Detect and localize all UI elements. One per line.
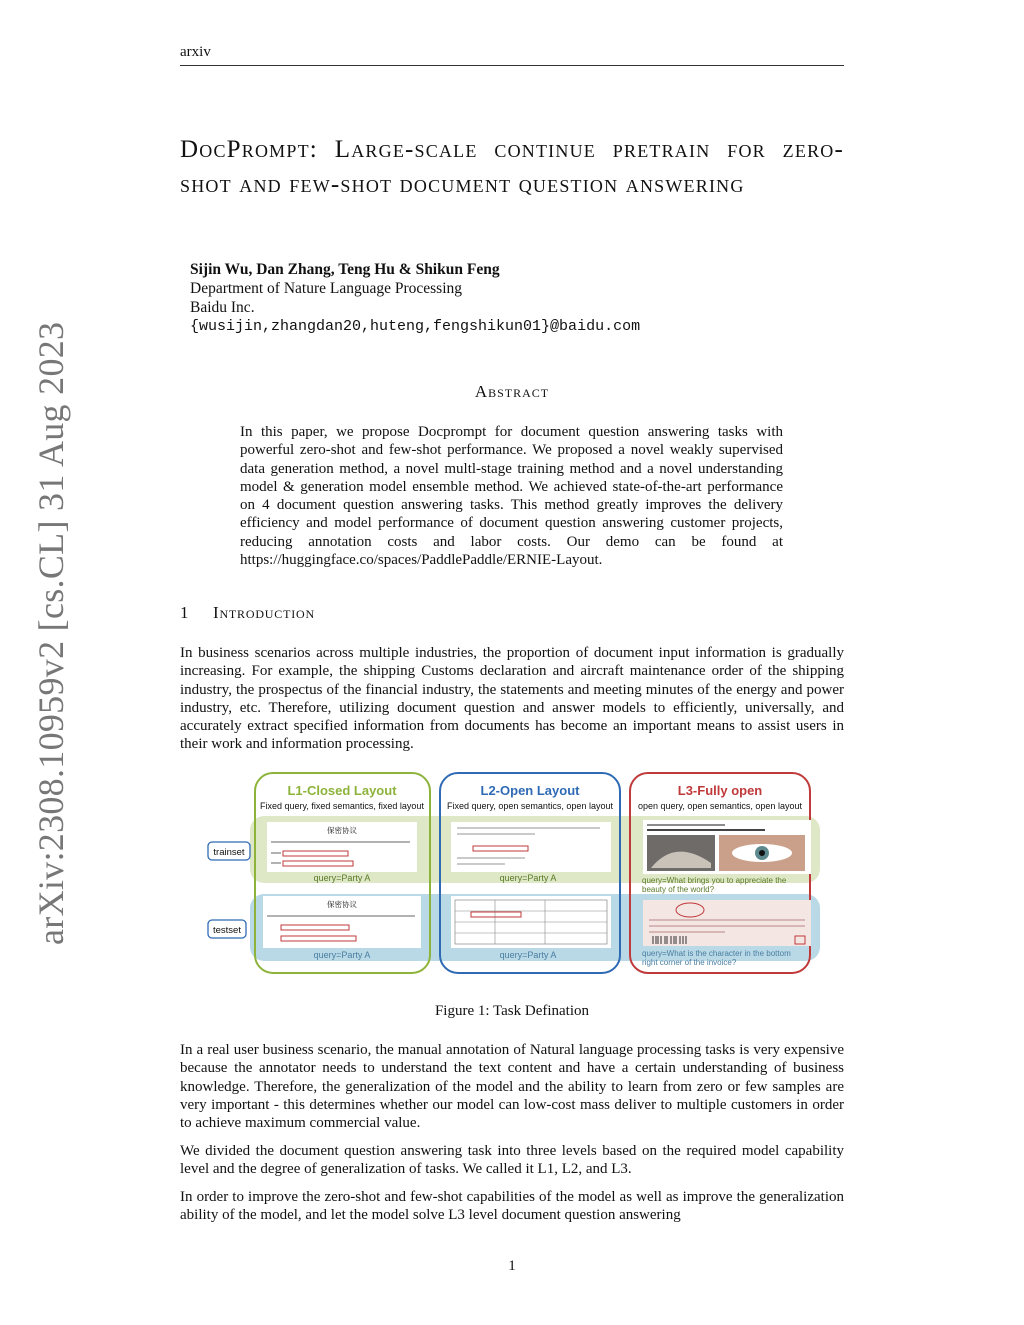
section-title: Introduction: [213, 603, 315, 622]
abstract-heading: Abstract: [474, 382, 550, 401]
l1-subtitle: Fixed query, fixed semantics, fixed layout: [260, 801, 424, 811]
l1-test-query: query=Party A: [313, 950, 371, 960]
l2-train-query: query=Party A: [499, 873, 557, 883]
l2-test-query: query=Party A: [499, 950, 557, 960]
l3-test-invoice: [643, 900, 811, 946]
abstract-text: In this paper, we propose Docprompt for document question answering tasks with powerful zero-shot and few-shot performance. We proposed a novel weakly supervised data generation method, a novel multl-stage training method and a novel understanding model & generation model ensemble method. We achieved state-of-the-art performance on 4 document question answering tasks. This method greatly improves the delivery efficiency and model performance of document question answering customer projects, reducing annotation costs and labor costs. Our demo can be found at https://huggingface.co/spaces/PaddlePaddle/ERNIE-Layout.: [240, 424, 783, 569]
header-rule: [180, 65, 844, 66]
l1-test-doc-title: 保密协议: [327, 900, 357, 909]
author-block: [190, 260, 640, 336]
l3-train-query-line1: query=What brings you to appreciate the: [642, 876, 787, 885]
l1-title: L1-Closed Layout: [287, 783, 397, 798]
running-head: arxiv: [180, 44, 211, 60]
intro-paragraph-3: We divided the document question answering task into three levels based on the required model capability level and the degree of generalization of tasks. We called it L1, L2, and L3.: [180, 1143, 844, 1178]
intro-paragraph-2: In a real user business scenario, the manual annotation of Natural language processing tasks is very expensive because the annotator needs to understand the text content and have a certain understanding of business knowledge. Therefore, the generalization of the model and the ability to learn from zero or few samples are very important - this determines whether our model can low-cost mass deliver to multiple customers in order to achieve maximum commercial value.: [180, 1042, 844, 1132]
l2-title: L2-Open Layout: [480, 783, 580, 798]
author-institution: Baidu Inc.: [190, 299, 255, 316]
testset-label: testset: [213, 925, 241, 936]
figure-caption: Figure 1: Task Defination: [434, 1003, 590, 1019]
arxiv-side-stamp: arXiv:2308.10959v2 [cs.CL] 31 Aug 2023: [31, 321, 71, 945]
intro-paragraph-4: In order to improve the zero-shot and few-shot capabilities of the model as well as improve the generalization ability of the model, and let the model solve L3 level document question answering: [180, 1189, 844, 1224]
l3-test-query-line1: query=What is the character in the bottom: [642, 949, 791, 958]
l1-train-doc-title: 保密协议: [327, 826, 357, 835]
paper-title: DocPrompt: Large-scale continue pretrain for zero-shot and few-shot document question answering: [180, 136, 844, 198]
l3-test-query-line2: right corner of the invoice?: [642, 958, 737, 967]
intro-paragraph-1: In business scenarios across multiple industries, the proportion of document input information is gradually increasing. For example, the shipping Customs declaration and aircraft maintenance order of the shipping industry, the prospectus of the financial industry, the statements and meeting minutes of the energy and power industry, etc. Therefore, utilizing document question and answer models to efficiently, universally, and accurately extract specified information from documents has become an important means to assist users in their work and information processing.: [180, 645, 844, 753]
l3-train-query-line2: beauty of the world?: [642, 885, 715, 894]
author-names: Sijin Wu, Dan Zhang, Teng Hu & Shikun Feng: [190, 261, 500, 278]
task-definition-figure: [205, 768, 825, 983]
trainset-label: trainset: [213, 847, 245, 858]
l1-train-query: query=Party A: [313, 873, 371, 883]
author-emails: {wusijin,zhangdan20,huteng,fengshikun01}@baidu.com: [190, 318, 641, 335]
page-number: 1: [508, 1258, 516, 1274]
section-heading: [180, 603, 315, 623]
section-number: 1: [180, 603, 190, 622]
l3-subtitle: open query, open semantics, open layout: [638, 801, 802, 811]
author-department: Department of Nature Language Processing: [190, 280, 463, 297]
l3-title: L3-Fully open: [677, 783, 763, 798]
l2-subtitle: Fixed query, open semantics, open layout: [447, 801, 613, 811]
